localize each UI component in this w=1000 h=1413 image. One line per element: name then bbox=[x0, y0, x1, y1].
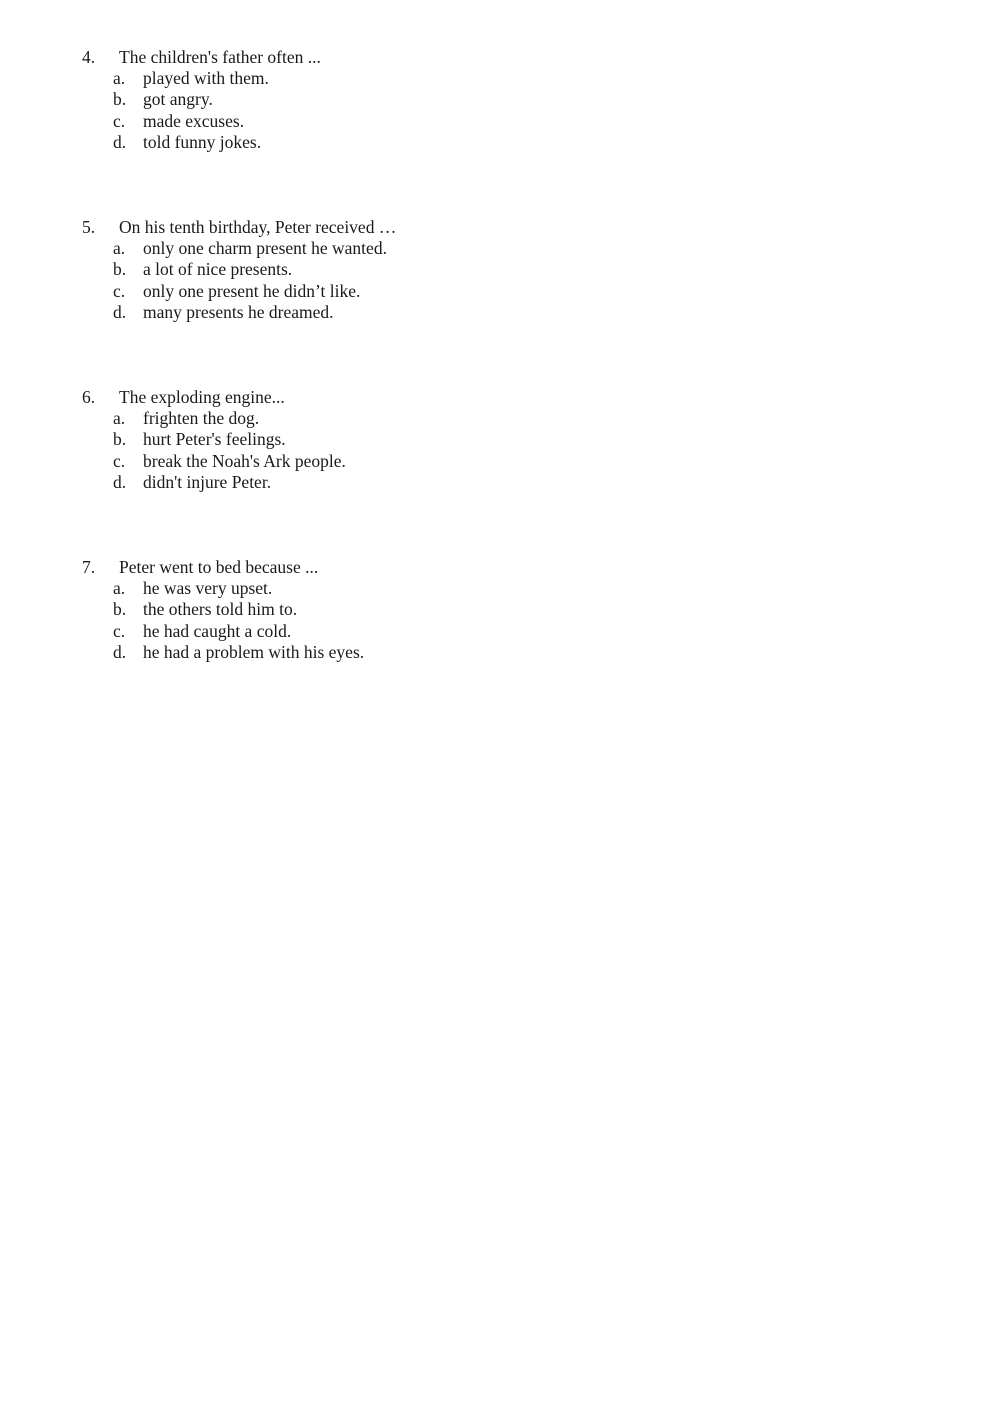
option-c[interactable] bbox=[82, 621, 782, 642]
question-text: The exploding engine... bbox=[119, 387, 285, 407]
option-text: only one charm present he wanted. bbox=[143, 238, 387, 259]
option-text: played with them. bbox=[143, 68, 269, 89]
option-b[interactable] bbox=[82, 259, 782, 280]
option-letter: d. bbox=[113, 301, 127, 322]
question-text: On his tenth birthday, Peter received … bbox=[119, 217, 397, 237]
question-5 bbox=[82, 217, 782, 323]
option-letter: d. bbox=[113, 131, 127, 152]
question-text: Peter went to bed because ... bbox=[119, 557, 319, 577]
option-letter: c. bbox=[113, 110, 126, 131]
question-number: 5. bbox=[82, 217, 96, 237]
option-letter: a. bbox=[113, 238, 126, 259]
option-letter: b. bbox=[113, 599, 127, 620]
option-letter: c. bbox=[113, 280, 126, 301]
option-text: a lot of nice presents. bbox=[143, 259, 293, 280]
option-a[interactable] bbox=[82, 68, 782, 89]
question-text: The children's father often ... bbox=[119, 47, 321, 67]
option-letter: b. bbox=[113, 259, 127, 280]
option-b[interactable] bbox=[82, 429, 782, 450]
option-letter: b. bbox=[113, 429, 127, 450]
option-text: didn't injure Peter. bbox=[143, 471, 272, 492]
option-text: break the Noah's Ark people. bbox=[143, 450, 346, 471]
option-d[interactable] bbox=[82, 472, 782, 493]
question-stem bbox=[82, 47, 782, 68]
option-text: the others told him to. bbox=[143, 599, 298, 620]
option-text: made excuses. bbox=[143, 110, 245, 131]
option-a[interactable] bbox=[82, 578, 782, 599]
question-number: 4. bbox=[82, 47, 96, 67]
option-text: frighten the dog. bbox=[143, 408, 260, 429]
option-a[interactable] bbox=[82, 408, 782, 429]
option-text: many presents he dreamed. bbox=[143, 301, 334, 322]
option-text: he had a problem with his eyes. bbox=[143, 641, 365, 662]
option-letter: c. bbox=[113, 620, 126, 641]
option-text: only one present he didn’t like. bbox=[143, 280, 361, 301]
question-number: 6. bbox=[82, 387, 96, 407]
question-number: 7. bbox=[82, 557, 96, 577]
option-d[interactable] bbox=[82, 642, 782, 663]
option-letter: a. bbox=[113, 68, 126, 89]
question-stem bbox=[82, 217, 782, 238]
option-letter: c. bbox=[113, 450, 126, 471]
option-text: got angry. bbox=[143, 89, 213, 110]
option-letter: a. bbox=[113, 408, 126, 429]
option-letter: a. bbox=[113, 578, 126, 599]
option-text: he was very upset. bbox=[143, 578, 273, 599]
option-c[interactable] bbox=[82, 281, 782, 302]
option-letter: d. bbox=[113, 641, 127, 662]
option-c[interactable] bbox=[82, 111, 782, 132]
option-b[interactable] bbox=[82, 89, 782, 110]
question-7 bbox=[82, 557, 782, 663]
question-stem bbox=[82, 387, 782, 408]
option-c[interactable] bbox=[82, 451, 782, 472]
option-letter: d. bbox=[113, 471, 127, 492]
option-d[interactable] bbox=[82, 302, 782, 323]
option-a[interactable] bbox=[82, 238, 782, 259]
option-text: told funny jokes. bbox=[143, 131, 262, 152]
option-text: hurt Peter's feelings. bbox=[143, 429, 286, 450]
question-6 bbox=[82, 387, 782, 493]
question-4 bbox=[82, 47, 782, 153]
question-stem bbox=[82, 557, 782, 578]
option-b[interactable] bbox=[82, 599, 782, 620]
option-text: he had caught a cold. bbox=[143, 620, 292, 641]
option-d[interactable] bbox=[82, 132, 782, 153]
option-letter: b. bbox=[113, 89, 127, 110]
